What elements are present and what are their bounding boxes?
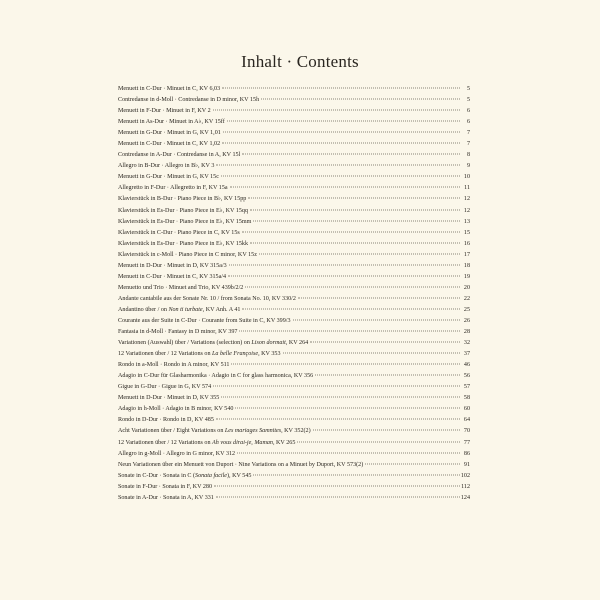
contents-entry <box>118 305 470 316</box>
entry-title: Sonate in A-Dur · Sonata in A, KV 331 <box>118 494 214 501</box>
entry-page-number: 9 <box>466 163 470 170</box>
entry-title: Rondo in D-Dur · Rondo in D, KV 485 <box>118 417 214 424</box>
entry-page-number: 26 <box>463 317 470 324</box>
contents-entry <box>118 460 470 471</box>
contents-entry <box>118 139 470 150</box>
entry-page-number: 13 <box>463 218 470 225</box>
dot-leader <box>250 242 460 243</box>
dot-leader <box>242 154 460 155</box>
dot-leader <box>230 187 460 188</box>
entry-page-number: 37 <box>463 351 470 358</box>
contents-entry <box>118 349 470 360</box>
contents-entry <box>118 283 470 294</box>
entry-title-italic: Non ti turbate <box>168 306 203 313</box>
contents-entry <box>118 84 470 95</box>
dot-leader <box>259 253 460 254</box>
entry-page-number: 57 <box>463 384 470 391</box>
dot-leader <box>315 375 460 376</box>
entry-title: Sonate in C-Dur · Sonata in C (Sonata facile), KV 545 <box>118 472 252 479</box>
entry-page-number: 11 <box>464 185 470 192</box>
entry-title-italic: Sonata facile <box>195 472 228 479</box>
contents-list <box>118 84 470 504</box>
entry-page-number: 60 <box>463 406 470 413</box>
entry-page-number: 12 <box>463 196 470 203</box>
entry-page-number: 7 <box>466 141 470 148</box>
dot-leader <box>250 209 460 210</box>
entry-page-number: 15 <box>463 229 470 236</box>
contents-entry <box>118 128 470 139</box>
entry-page-number: 70 <box>463 428 470 435</box>
entry-page-number: 77 <box>463 439 470 446</box>
entry-title: Allegro in g-Moll · Allegro in G minor, KV 312 <box>118 450 236 457</box>
dot-leader <box>297 441 460 442</box>
entry-page-number: 12 <box>463 207 470 214</box>
contents-entry <box>118 449 470 460</box>
dot-leader <box>261 99 460 100</box>
dot-leader <box>253 474 459 475</box>
entry-title: Adagio in C-Dur für Glasharmonika · Adagio in C for glass harmonica, KV 356 <box>118 373 314 380</box>
entry-title: Menuett in C-Dur · Minuet in C, KV 1,02 <box>118 141 221 148</box>
entry-title: Allegretto in F-Dur · Allegretto in F, KV 15a <box>118 185 228 192</box>
page-title: Inhalt · Contents <box>241 52 359 71</box>
entry-title: Menuett in G-Dur · Minuet in G, KV 1,01 <box>118 130 221 137</box>
contents-entry <box>118 382 470 393</box>
contents-entry <box>118 161 470 172</box>
entry-title-italic: Lison dormait <box>251 340 286 347</box>
entry-page-number: 5 <box>466 86 470 92</box>
entry-title: 12 Variationen über / 12 Variations on Ah vous dirai-je, Maman, KV 265 <box>118 439 296 446</box>
dot-leader <box>239 331 460 332</box>
contents-entry <box>118 393 470 404</box>
dot-leader <box>221 397 460 398</box>
entry-page-number: 46 <box>463 362 470 369</box>
contents-entry <box>118 261 470 272</box>
dot-leader <box>213 386 460 387</box>
dot-leader <box>221 176 460 177</box>
dot-leader <box>213 110 460 111</box>
contents-entry <box>118 471 470 482</box>
entry-page-number: 6 <box>466 119 470 126</box>
entry-title: Menuett in C-Dur · Minuet in C, KV 6,03 <box>118 86 221 92</box>
dot-leader <box>242 231 460 232</box>
entry-title-italic: Les mariages Samnites <box>224 428 282 435</box>
entry-title: Menuett in G-Dur · Minuet in G, KV 15c <box>118 174 219 181</box>
dot-leader <box>235 408 460 409</box>
dot-leader <box>229 264 460 265</box>
entry-title-italic: La belle Françoise <box>212 351 259 358</box>
dot-leader <box>216 419 460 420</box>
entry-title: Fantasia in d-Moll · Fantasy in D minor, KV 397 <box>118 329 238 336</box>
entry-page-number: 32 <box>463 340 470 347</box>
entry-page-number: 112 <box>461 483 470 490</box>
dot-leader <box>242 308 460 309</box>
dot-leader <box>216 496 460 497</box>
contents-entry <box>118 438 470 449</box>
contents-entry <box>118 493 470 504</box>
dot-leader <box>298 297 460 298</box>
entry-page-number: 25 <box>463 306 470 313</box>
contents-entry <box>118 95 470 106</box>
entry-title: Klavierstück in c-Moll · Piano Piece in C minor, KV 15z <box>118 251 257 258</box>
contents-entry <box>118 106 470 117</box>
entry-page-number: 86 <box>463 450 470 457</box>
entry-title: Menuett in F-Dur · Minuet in F, KV 2 <box>118 108 211 115</box>
contents-entry <box>118 117 470 128</box>
contents-entry <box>118 327 470 338</box>
contents-entry <box>118 316 470 327</box>
entry-title: Klavierstück in B-Dur · Piano Piece in B♭, KV 15pp <box>118 196 247 203</box>
contents-entry <box>118 272 470 283</box>
contents-entry <box>118 415 470 426</box>
entry-title: Menuett in D-Dur · Minuet in D, KV 315a/3 <box>118 262 227 269</box>
dot-leader <box>253 220 460 221</box>
dot-leader <box>365 463 460 464</box>
entry-title: Menuett in D-Dur · Minuet in D, KV 355 <box>118 395 220 402</box>
entry-title: Klavierstück in Es-Dur · Piano Piece in E♭, KV 15mm <box>118 218 252 225</box>
entry-page-number: 58 <box>463 395 470 402</box>
dot-leader <box>216 165 460 166</box>
dot-leader <box>293 319 460 320</box>
entry-title: Rondo in a-Moll · Rondo in A minor, KV 511 <box>118 362 230 369</box>
contents-entry <box>118 183 470 194</box>
entry-page-number: 22 <box>463 295 470 302</box>
dot-leader <box>313 430 460 431</box>
contents-entry <box>118 250 470 261</box>
entry-title: Menuett in C-Dur · Minuet in C, KV 315a/4 <box>118 273 227 280</box>
entry-page-number: 19 <box>463 273 470 280</box>
entry-title: 12 Variationen über / 12 Variations on La belle Françoise, KV 353 <box>118 351 281 358</box>
entry-page-number: 6 <box>466 108 470 115</box>
entry-title: Contredanse in d-Moll · Contredanse in D minor, KV 15h <box>118 97 260 104</box>
contents-entry <box>118 404 470 415</box>
entry-page-number: 8 <box>466 152 470 159</box>
contents-entry <box>118 371 470 382</box>
contents-entry <box>118 239 470 250</box>
dot-leader <box>283 353 461 354</box>
entry-title: Menuett in As-Dur · Minuet in A♭, KV 15ff <box>118 119 225 126</box>
entry-title-italic: Ah vous dirai-je, Maman <box>212 439 273 446</box>
entry-title: Adagio in h-Moll · Adagio in B minor, KV 540 <box>118 406 234 413</box>
dot-leader <box>228 275 460 276</box>
dot-leader <box>245 286 460 287</box>
contents-entry <box>118 294 470 305</box>
contents-entry <box>118 482 470 493</box>
entry-title: Variationen (Auswahl) über / Variations (selection) on Lison dormait, KV 264 <box>118 340 309 347</box>
entry-title: Courante aus der Suite in C-Dur · Courante from Suite in C, KV 399/3 <box>118 317 291 324</box>
dot-leader <box>231 364 460 365</box>
dot-leader <box>310 342 460 343</box>
entry-title: Acht Variationen über / Eight Variations on Les mariages Samnites, KV 352(2) <box>118 428 311 435</box>
entry-page-number: 20 <box>463 284 470 291</box>
contents-entry <box>118 338 470 349</box>
entry-page-number: 91 <box>463 461 470 468</box>
entry-page-number: 124 <box>460 494 470 501</box>
contents-entry <box>118 194 470 205</box>
dot-leader <box>223 132 460 133</box>
entry-page-number: 17 <box>463 251 470 258</box>
entry-title: Allegro in B-Dur · Allegro in B♭, KV 3 <box>118 163 215 170</box>
dot-leader <box>214 485 460 486</box>
entry-title: Contredanse in A-Dur · Contredanse in A, KV 15l <box>118 152 241 159</box>
contents-entry <box>118 150 470 161</box>
contents-entry <box>118 206 470 217</box>
entry-title: Klavierstück in Es-Dur · Piano Piece in E♭, KV 15kk <box>118 240 249 247</box>
entry-title: Klavierstück in Es-Dur · Piano Piece in E♭, KV 15qq <box>118 207 249 214</box>
dot-leader <box>222 143 460 144</box>
contents-entry <box>118 217 470 228</box>
entry-title: Neun Variationen über ein Menuett von Duport · Nine Variations on a Minuet by Duport, KV 573(2) <box>118 461 364 468</box>
dot-leader <box>222 88 460 89</box>
entry-page-number: 28 <box>463 329 470 336</box>
entry-page-number: 16 <box>463 240 470 247</box>
entry-page-number: 64 <box>463 417 470 424</box>
contents-entry <box>118 360 470 371</box>
entry-title: Andantino über / on Non ti turbate, KV Anh. A 41 <box>118 306 241 313</box>
entry-page-number: 56 <box>463 373 470 380</box>
entry-title: Klavierstück in C-Dur · Piano Piece in C, KV 15s <box>118 229 240 236</box>
contents-entry <box>118 426 470 437</box>
dot-leader <box>237 452 460 453</box>
entry-title: Menuetto und Trio · Minuet and Trio, KV 439b/2/2 <box>118 284 244 291</box>
entry-page-number: 10 <box>463 174 470 181</box>
entry-page-number: 7 <box>466 130 470 137</box>
entry-page-number: 102 <box>460 472 470 479</box>
entry-page-number: 5 <box>466 97 470 104</box>
dot-leader <box>227 121 460 122</box>
dot-leader <box>248 198 460 199</box>
entry-title: Sonate in F-Dur · Sonata in F, KV 280 <box>118 483 213 490</box>
entry-title: Andante cantabile aus der Sonate Nr. 10 / from Sonata No. 10, KV 330/2 <box>118 295 296 302</box>
contents-entry <box>118 172 470 183</box>
contents-entry <box>118 228 470 239</box>
entry-page-number: 18 <box>463 262 470 269</box>
entry-title: Gigue in G-Dur · Gigue in G, KV 574 <box>118 384 212 391</box>
